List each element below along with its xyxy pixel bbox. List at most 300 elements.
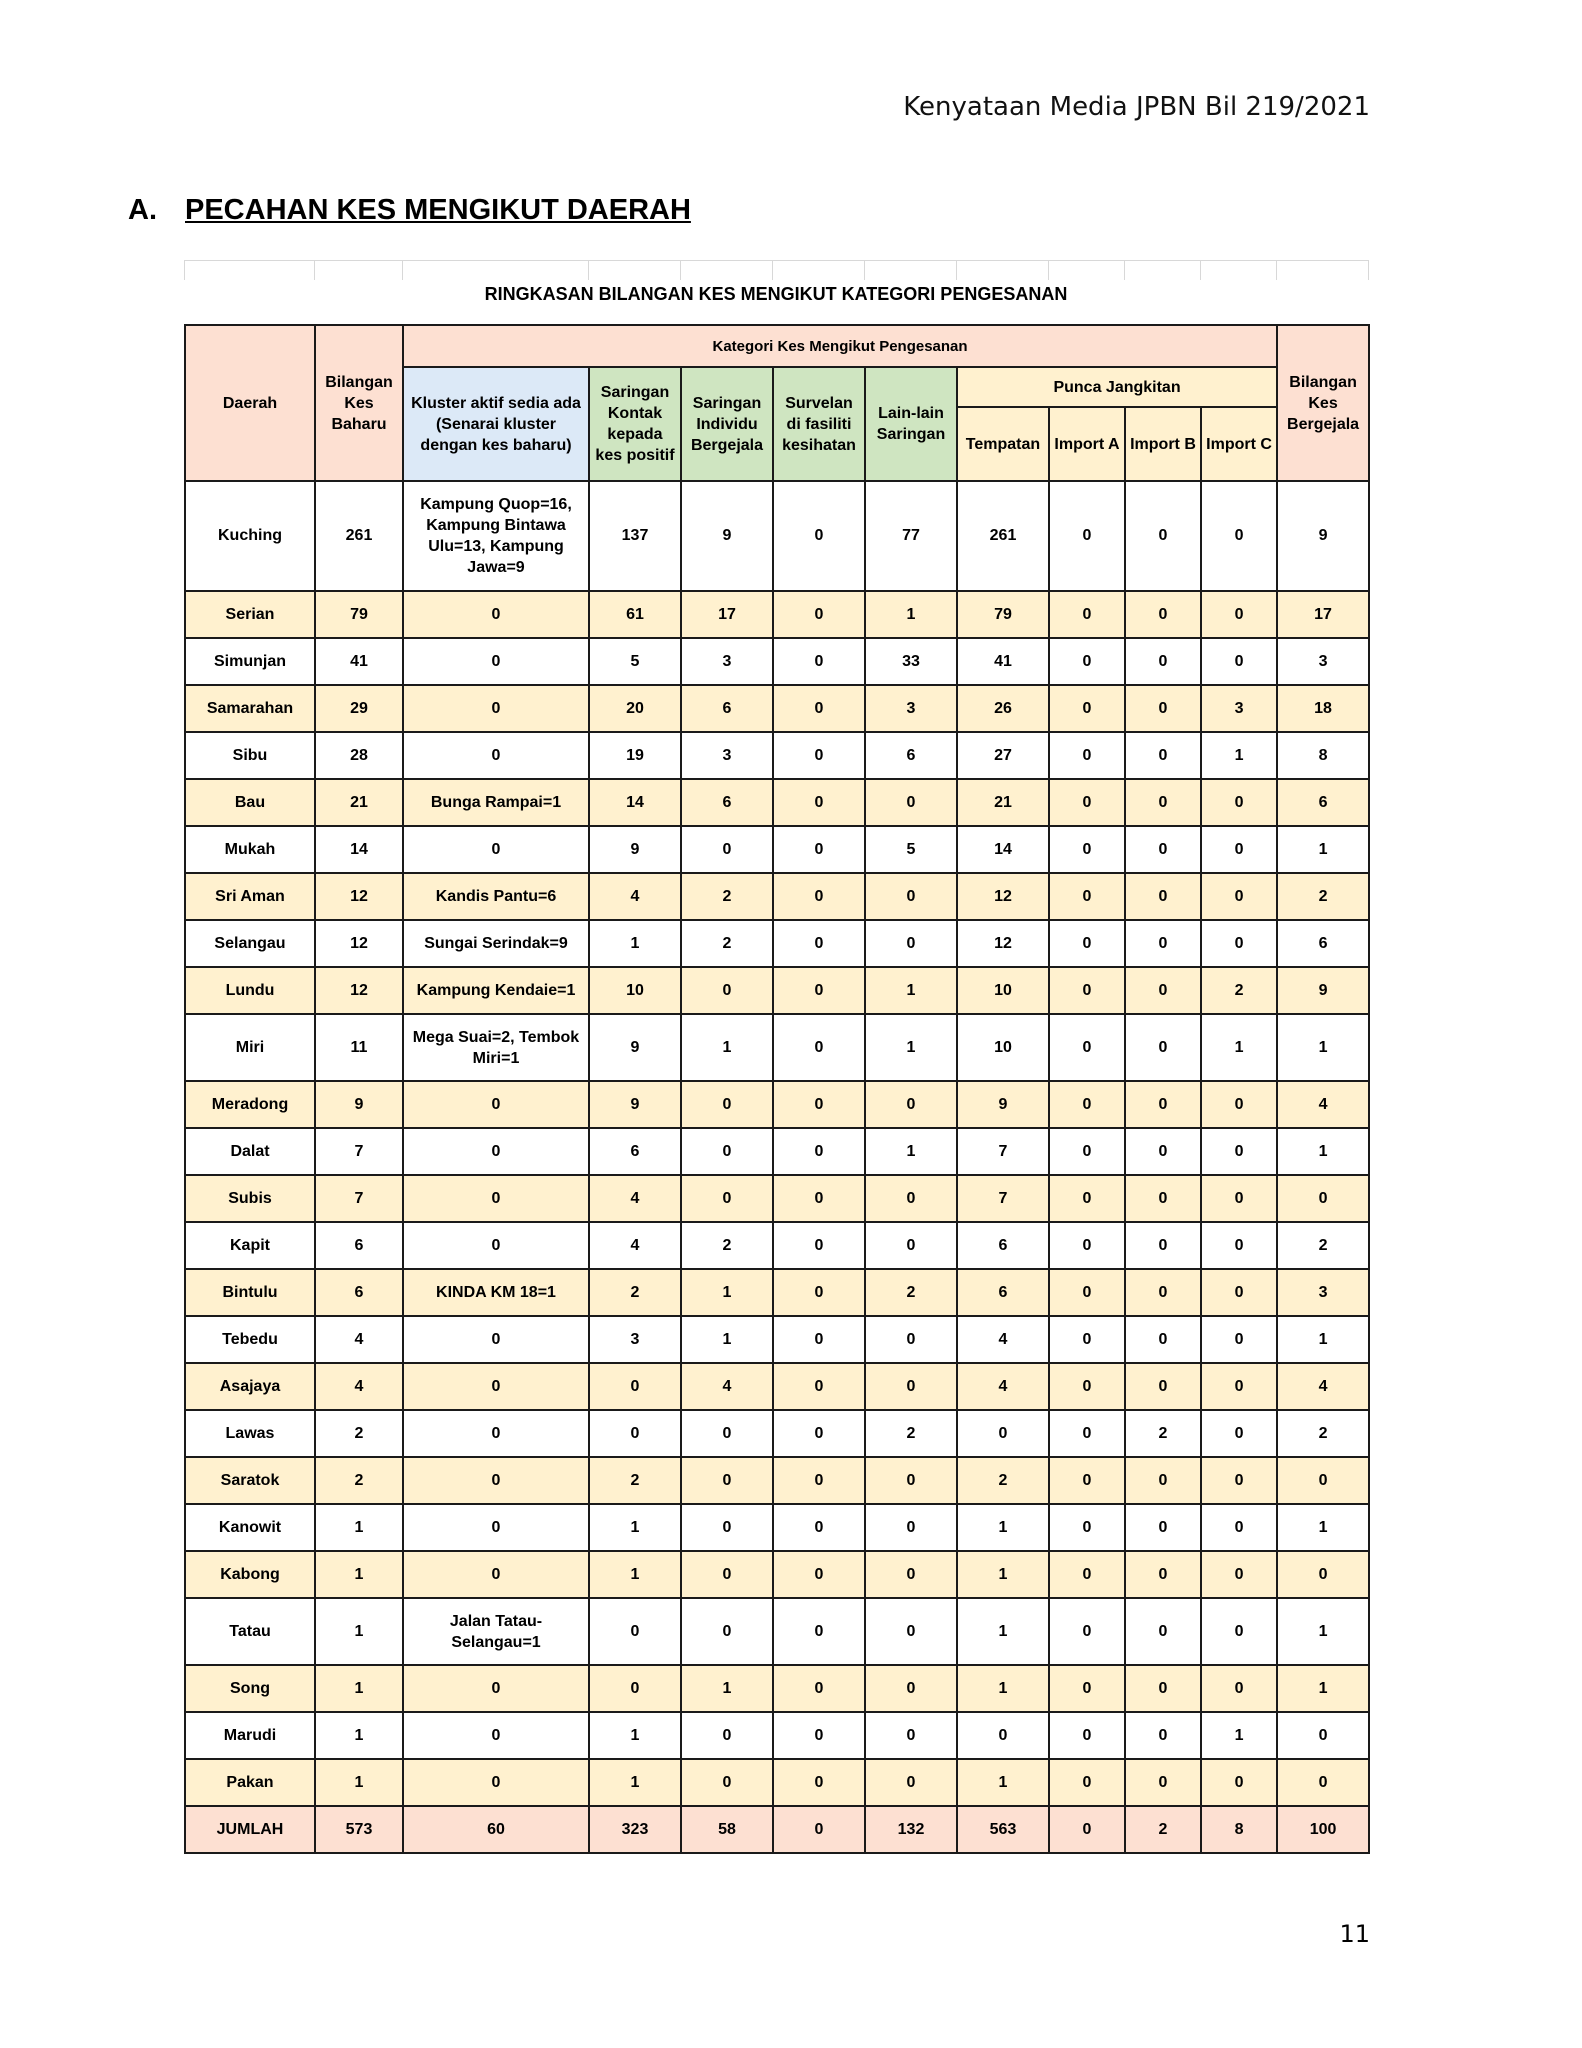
cell-daerah: Bintulu [185,1269,315,1316]
cell-tempatan: 1 [957,1759,1049,1806]
cell-import-b: 0 [1125,1269,1201,1316]
cell-daerah: Serian [185,591,315,638]
document-reference: Kenyataan Media JPBN Bil 219/2021 [903,92,1370,122]
cell-import-c: 0 [1201,1222,1277,1269]
cell-import-a: 0 [1049,685,1125,732]
cell-kluster: 0 [403,1457,589,1504]
cell-survelan: 0 [773,481,865,591]
cell-kes-bergejala: 6 [1277,779,1369,826]
table-row [185,481,1369,591]
cell-lain-lain: 0 [865,1665,957,1712]
cell-kes-bergejala: 6 [1277,920,1369,967]
cell-kes-baharu: 2 [315,1410,403,1457]
total-row [185,1806,1369,1853]
table-row [185,1504,1369,1551]
cell-import-a: 0 [1049,1222,1125,1269]
table-row [185,1222,1369,1269]
cell-import-a: 0 [1049,1457,1125,1504]
cell-saringan-individu: 1 [681,1269,773,1316]
cell-kes-bergejala: 8 [1277,732,1369,779]
table-row [185,1551,1369,1598]
cell-import-a: 0 [1049,873,1125,920]
cell-daerah: Song [185,1665,315,1712]
cell-kes-baharu: 1 [315,1551,403,1598]
cell-saringan-kontak: 0 [589,1363,681,1410]
cell-tempatan: 1 [957,1551,1049,1598]
cell-lain-lain: 1 [865,1128,957,1175]
cell-import-c: 0 [1201,1081,1277,1128]
table-row [185,1014,1369,1081]
cell-kes-baharu: 7 [315,1128,403,1175]
cell-import-a: 0 [1049,1504,1125,1551]
cell-import-a: 0 [1049,1598,1125,1665]
section-letter: A. [128,194,157,226]
cell-saringan-kontak: 2 [589,1269,681,1316]
cell-kes-baharu: 4 [315,1316,403,1363]
cell-saringan-kontak: 4 [589,1175,681,1222]
cell-daerah: Kabong [185,1551,315,1598]
cell-saringan-individu: 2 [681,1222,773,1269]
cell-kes-bergejala: 0 [1277,1759,1369,1806]
cell-kes-baharu: 28 [315,732,403,779]
cell-survelan: 0 [773,638,865,685]
header-import-a: Import A [1049,407,1125,481]
cell-survelan: 0 [773,826,865,873]
cell-saringan-individu: 1 [681,1665,773,1712]
page-number: 11 [1339,1920,1370,1948]
cell-kluster: 0 [403,1665,589,1712]
table-row [185,591,1369,638]
cell-import-b: 0 [1125,1598,1201,1665]
cell-import-a: 0 [1049,1081,1125,1128]
cell-kluster: 0 [403,638,589,685]
cell-import-a: 0 [1049,1759,1125,1806]
cell-saringan-individu: 2 [681,920,773,967]
cell-import-a: 0 [1049,779,1125,826]
header-kluster: Kluster aktif sedia ada (Senarai kluster dengan kes baharu) [403,367,589,481]
cell-lain-lain: 1 [865,591,957,638]
total-cell-lain-lain: 132 [865,1806,957,1853]
cell-tempatan: 7 [957,1175,1049,1222]
cell-kes-bergejala: 1 [1277,1504,1369,1551]
cell-survelan: 0 [773,873,865,920]
cell-kes-baharu: 21 [315,779,403,826]
cell-daerah: Dalat [185,1128,315,1175]
cell-lain-lain: 5 [865,826,957,873]
cell-kes-baharu: 12 [315,920,403,967]
cell-import-c: 0 [1201,1175,1277,1222]
cell-tempatan: 4 [957,1363,1049,1410]
cell-kluster: 0 [403,1759,589,1806]
cell-import-a: 0 [1049,1665,1125,1712]
cell-import-b: 2 [1125,1410,1201,1457]
header-survelan: Survelan di fasiliti kesihatan [773,367,865,481]
cell-survelan: 0 [773,1269,865,1316]
cell-kes-baharu: 1 [315,1504,403,1551]
cell-import-b: 0 [1125,1551,1201,1598]
total-cell-import-c: 8 [1201,1806,1277,1853]
cell-tempatan: 261 [957,481,1049,591]
cell-saringan-individu: 2 [681,873,773,920]
table-row [185,638,1369,685]
cell-lain-lain: 0 [865,873,957,920]
cell-kes-bergejala: 0 [1277,1712,1369,1759]
cell-kluster: 0 [403,1175,589,1222]
cell-lain-lain: 2 [865,1269,957,1316]
cell-lain-lain: 6 [865,732,957,779]
cell-survelan: 0 [773,591,865,638]
cell-import-b: 0 [1125,1316,1201,1363]
cell-kluster: 0 [403,685,589,732]
cell-daerah: Pakan [185,1759,315,1806]
cell-saringan-kontak: 5 [589,638,681,685]
cell-saringan-kontak: 61 [589,591,681,638]
cell-kes-baharu: 12 [315,873,403,920]
cell-daerah: Subis [185,1175,315,1222]
cell-survelan: 0 [773,1457,865,1504]
cell-import-b: 0 [1125,967,1201,1014]
table-row [185,1316,1369,1363]
cell-lain-lain: 2 [865,1410,957,1457]
cell-tempatan: 7 [957,1128,1049,1175]
cell-kluster: Sungai Serindak=9 [403,920,589,967]
cell-tempatan: 0 [957,1712,1049,1759]
sheet-gridlines [184,260,1368,280]
cell-kluster: Jalan Tatau-Selangau=1 [403,1598,589,1665]
cell-import-b: 0 [1125,1014,1201,1081]
cell-kluster: KINDA KM 18=1 [403,1269,589,1316]
cell-import-c: 0 [1201,591,1277,638]
cell-import-c: 0 [1201,1598,1277,1665]
cell-kes-baharu: 1 [315,1665,403,1712]
cell-kluster: 0 [403,1504,589,1551]
cell-import-b: 0 [1125,1081,1201,1128]
cell-import-a: 0 [1049,1316,1125,1363]
cell-import-b: 0 [1125,1712,1201,1759]
cell-saringan-kontak: 9 [589,1081,681,1128]
cell-saringan-kontak: 0 [589,1665,681,1712]
cell-kes-bergejala: 17 [1277,591,1369,638]
cell-saringan-individu: 0 [681,1504,773,1551]
header-saringan-kontak: Saringan Kontak kepada kes positif [589,367,681,481]
cell-import-a: 0 [1049,481,1125,591]
cell-survelan: 0 [773,1504,865,1551]
total-cell-import-a: 0 [1049,1806,1125,1853]
table-row [185,1598,1369,1665]
cell-survelan: 0 [773,920,865,967]
cell-saringan-kontak: 1 [589,1712,681,1759]
header-import-c: Import C [1201,407,1277,481]
cell-survelan: 0 [773,1759,865,1806]
cell-import-c: 0 [1201,779,1277,826]
cell-import-a: 0 [1049,1712,1125,1759]
cell-lain-lain: 0 [865,1712,957,1759]
cell-kes-baharu: 79 [315,591,403,638]
cell-saringan-individu: 17 [681,591,773,638]
cell-tempatan: 12 [957,920,1049,967]
cell-import-a: 0 [1049,1128,1125,1175]
total-cell-kes-bergejala: 100 [1277,1806,1369,1853]
cell-import-b: 0 [1125,779,1201,826]
cell-tempatan: 6 [957,1269,1049,1316]
cell-kes-bergejala: 3 [1277,1269,1369,1316]
cell-saringan-kontak: 1 [589,920,681,967]
cell-tempatan: 4 [957,1316,1049,1363]
cell-saringan-individu: 0 [681,1712,773,1759]
cell-saringan-kontak: 9 [589,826,681,873]
table-row [185,779,1369,826]
cell-import-b: 0 [1125,1759,1201,1806]
cell-lain-lain: 0 [865,1316,957,1363]
cell-saringan-kontak: 20 [589,685,681,732]
table-row [185,967,1369,1014]
cell-lain-lain: 1 [865,967,957,1014]
cell-import-c: 0 [1201,638,1277,685]
cell-saringan-individu: 9 [681,481,773,591]
cell-tempatan: 21 [957,779,1049,826]
cell-import-b: 0 [1125,1457,1201,1504]
cell-kes-bergejala: 3 [1277,638,1369,685]
cell-tempatan: 12 [957,873,1049,920]
cell-survelan: 0 [773,1551,865,1598]
cell-saringan-individu: 0 [681,1175,773,1222]
cell-survelan: 0 [773,685,865,732]
cell-import-b: 0 [1125,1222,1201,1269]
cell-tempatan: 1 [957,1504,1049,1551]
cell-import-c: 0 [1201,873,1277,920]
cell-kes-bergejala: 1 [1277,1316,1369,1363]
cell-kluster: 0 [403,1363,589,1410]
cell-daerah: Meradong [185,1081,315,1128]
cell-kluster: 0 [403,1551,589,1598]
cell-saringan-individu: 0 [681,1551,773,1598]
cell-lain-lain: 0 [865,1081,957,1128]
cell-saringan-individu: 6 [681,779,773,826]
cell-import-c: 0 [1201,1665,1277,1712]
cell-daerah: Marudi [185,1712,315,1759]
cell-import-c: 1 [1201,732,1277,779]
cell-tempatan: 1 [957,1665,1049,1712]
table-row [185,1081,1369,1128]
header-bilangan-kes-baharu: Bilangan Kes Baharu [315,325,403,481]
total-cell-tempatan: 563 [957,1806,1049,1853]
cell-saringan-kontak: 4 [589,873,681,920]
cell-import-a: 0 [1049,638,1125,685]
cell-daerah: Tebedu [185,1316,315,1363]
cell-saringan-kontak: 14 [589,779,681,826]
cell-import-a: 0 [1049,1014,1125,1081]
table-row [185,920,1369,967]
cell-kes-bergejala: 1 [1277,826,1369,873]
cell-saringan-kontak: 19 [589,732,681,779]
cell-lain-lain: 33 [865,638,957,685]
cell-import-c: 0 [1201,1504,1277,1551]
cell-lain-lain: 0 [865,1363,957,1410]
table-row [185,1665,1369,1712]
cell-kes-baharu: 1 [315,1759,403,1806]
cell-saringan-individu: 0 [681,1759,773,1806]
cell-survelan: 0 [773,967,865,1014]
cell-import-b: 0 [1125,481,1201,591]
cell-kes-baharu: 6 [315,1269,403,1316]
cell-kes-bergejala: 0 [1277,1175,1369,1222]
cell-kes-baharu: 2 [315,1457,403,1504]
cell-survelan: 0 [773,1665,865,1712]
cell-saringan-individu: 3 [681,638,773,685]
header-kategori: Kategori Kes Mengikut Pengesanan [403,325,1277,367]
table-body [185,481,1369,1853]
table-row [185,685,1369,732]
cell-import-c: 3 [1201,685,1277,732]
cell-import-b: 0 [1125,826,1201,873]
section-title: PECAHAN KES MENGIKUT DAERAH [185,194,691,226]
cell-kes-bergejala: 0 [1277,1457,1369,1504]
cell-kluster: 0 [403,826,589,873]
cell-kes-bergejala: 9 [1277,481,1369,591]
cell-import-c: 1 [1201,1712,1277,1759]
cell-kluster: 0 [403,1410,589,1457]
cell-import-a: 0 [1049,1175,1125,1222]
header-bilangan-kes-bergejala: Bilangan Kes Bergejala [1277,325,1369,481]
header-daerah: Daerah [185,325,315,481]
cell-survelan: 0 [773,1712,865,1759]
cell-import-c: 0 [1201,1759,1277,1806]
cell-daerah: Kanowit [185,1504,315,1551]
cell-import-c: 2 [1201,967,1277,1014]
cell-kluster: 0 [403,1222,589,1269]
cell-saringan-kontak: 1 [589,1551,681,1598]
header-punca-jangkitan: Punca Jangkitan [957,367,1277,407]
cell-kes-bergejala: 0 [1277,1551,1369,1598]
cell-kes-bergejala: 2 [1277,873,1369,920]
cell-kluster: Bunga Rampai=1 [403,779,589,826]
cell-kes-baharu: 1 [315,1598,403,1665]
cell-import-c: 0 [1201,481,1277,591]
total-cell-survelan: 0 [773,1806,865,1853]
cell-kluster: 0 [403,1081,589,1128]
cell-saringan-individu: 0 [681,1410,773,1457]
cell-daerah: Selangau [185,920,315,967]
cell-tempatan: 27 [957,732,1049,779]
cell-daerah: Kuching [185,481,315,591]
total-cell-saringan-kontak: 323 [589,1806,681,1853]
table-row [185,1128,1369,1175]
cell-saringan-kontak: 2 [589,1457,681,1504]
cell-survelan: 0 [773,1128,865,1175]
cell-kes-baharu: 7 [315,1175,403,1222]
cell-saringan-kontak: 10 [589,967,681,1014]
cell-lain-lain: 0 [865,1457,957,1504]
cell-kluster: Kandis Pantu=6 [403,873,589,920]
cell-kes-baharu: 1 [315,1712,403,1759]
table-row [185,1712,1369,1759]
cell-survelan: 0 [773,1316,865,1363]
cell-import-a: 0 [1049,920,1125,967]
cell-import-b: 0 [1125,591,1201,638]
cell-lain-lain: 1 [865,1014,957,1081]
cell-tempatan: 6 [957,1222,1049,1269]
cell-saringan-individu: 0 [681,967,773,1014]
total-label: JUMLAH [185,1806,315,1853]
cell-import-b: 0 [1125,920,1201,967]
cell-import-b: 0 [1125,1665,1201,1712]
table-row [185,873,1369,920]
total-cell-saringan-individu: 58 [681,1806,773,1853]
cell-import-b: 0 [1125,1363,1201,1410]
cell-daerah: Asajaya [185,1363,315,1410]
cell-kes-bergejala: 2 [1277,1222,1369,1269]
cell-import-c: 0 [1201,1316,1277,1363]
cell-kes-bergejala: 1 [1277,1665,1369,1712]
cell-kluster: Kampung Kendaie=1 [403,967,589,1014]
cell-import-c: 0 [1201,1410,1277,1457]
cell-kes-baharu: 9 [315,1081,403,1128]
cell-lain-lain: 0 [865,1175,957,1222]
cell-daerah: Miri [185,1014,315,1081]
cell-kluster: Mega Suai=2, Tembok Miri=1 [403,1014,589,1081]
cell-import-c: 0 [1201,1551,1277,1598]
cell-saringan-individu: 1 [681,1316,773,1363]
cell-kes-bergejala: 1 [1277,1598,1369,1665]
cell-kluster: 0 [403,1712,589,1759]
cell-tempatan: 10 [957,1014,1049,1081]
cell-tempatan: 14 [957,826,1049,873]
cell-kes-bergejala: 2 [1277,1410,1369,1457]
cell-saringan-individu: 6 [681,685,773,732]
cell-import-a: 0 [1049,1551,1125,1598]
cell-kes-baharu: 12 [315,967,403,1014]
cell-tempatan: 10 [957,967,1049,1014]
table-row [185,1363,1369,1410]
cell-lain-lain: 0 [865,1598,957,1665]
cell-lain-lain: 0 [865,920,957,967]
cell-saringan-individu: 4 [681,1363,773,1410]
cell-kluster: 0 [403,1316,589,1363]
cell-kes-baharu: 4 [315,1363,403,1410]
cell-tempatan: 0 [957,1410,1049,1457]
table-row [185,732,1369,779]
cell-saringan-kontak: 4 [589,1222,681,1269]
header-saringan-individu: Saringan Individu Bergejala [681,367,773,481]
cell-import-a: 0 [1049,1363,1125,1410]
cell-survelan: 0 [773,1598,865,1665]
cell-import-c: 0 [1201,1128,1277,1175]
cell-tempatan: 2 [957,1457,1049,1504]
cell-tempatan: 26 [957,685,1049,732]
cell-daerah: Mukah [185,826,315,873]
cell-kes-bergejala: 18 [1277,685,1369,732]
cell-saringan-individu: 0 [681,1598,773,1665]
cell-import-c: 0 [1201,1457,1277,1504]
cell-import-b: 0 [1125,1175,1201,1222]
cell-survelan: 0 [773,779,865,826]
cell-import-c: 0 [1201,1269,1277,1316]
cell-survelan: 0 [773,1410,865,1457]
cell-kluster: 0 [403,732,589,779]
cell-kes-baharu: 41 [315,638,403,685]
table-row [185,1175,1369,1222]
table-row [185,1457,1369,1504]
cell-import-b: 0 [1125,873,1201,920]
cell-kes-bergejala: 1 [1277,1014,1369,1081]
total-cell-import-b: 2 [1125,1806,1201,1853]
cell-survelan: 0 [773,1222,865,1269]
table-row [185,1269,1369,1316]
cell-import-c: 0 [1201,1363,1277,1410]
cell-saringan-individu: 0 [681,826,773,873]
cell-survelan: 0 [773,1081,865,1128]
header-lain-lain: Lain-lain Saringan [865,367,957,481]
